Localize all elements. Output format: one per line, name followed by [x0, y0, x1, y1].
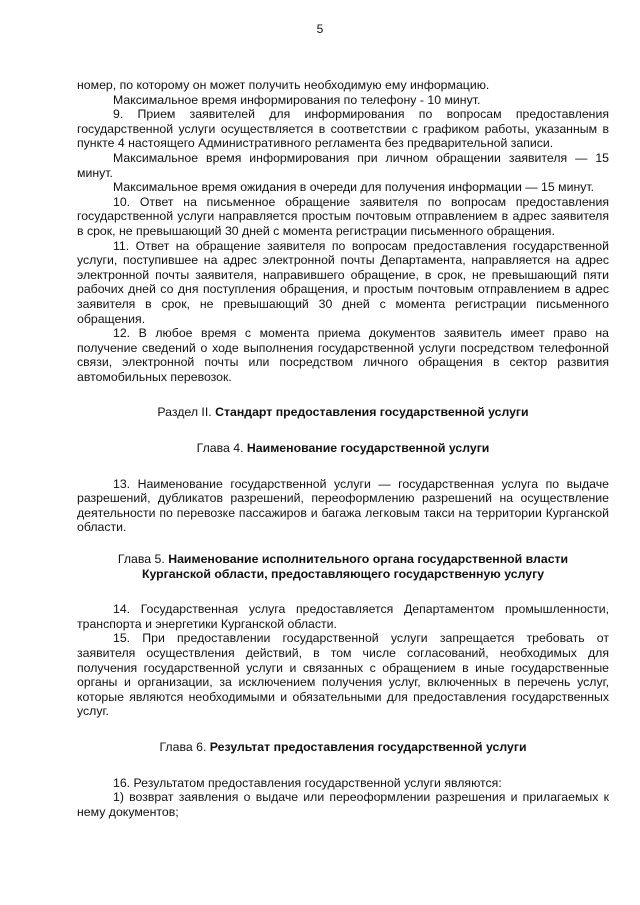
paragraph: номер, по которому он может получить необходимую ему информацию. — [77, 78, 490, 92]
paragraph: Максимальное время информирования при личном обращении заявителя — 15 минут. — [77, 150, 609, 180]
heading-title: Наименование исполнительного органа государственной власти — [168, 552, 569, 567]
heading-title: Результат предоставления государственной услуги — [209, 739, 527, 754]
paragraph: 1) возврат заявления о выдаче или переоформлении разрешения и прилагаемых к нему документов; — [77, 790, 609, 819]
heading-title: Наименование государственной услуги — [246, 441, 490, 456]
paragraph: Максимальное время ожидания в очереди для получения информации — 15 минут. — [113, 180, 595, 195]
paragraph: Максимальное время информирования по телефону - 10 минут. — [113, 92, 481, 107]
paragraph: 11. Ответ на обращение заявителя по вопросам предоставления государственной услуги, поступившее на адрес электронной почты Департамента, направляется на адрес электронной почты заявителя, направившего обращение, в срок, не превышающий пяти рабочих дней со дня поступления обращения, и простым почтовым отправлением в адрес заявителя в срок, не превышающий 30 дней с момента регистрации письменного обращения. — [77, 238, 609, 326]
spacer — [77, 535, 609, 552]
heading-prefix: Глава 5. — [117, 552, 169, 567]
heading-prefix: Глава 4. — [196, 441, 247, 456]
section-heading — [77, 740, 609, 755]
heading-prefix: Раздел II. — [157, 405, 216, 420]
spacer — [77, 755, 609, 776]
paragraph: 14. Государственная услуга предоставляется Департаментом промышленности, транспорта и энергетики Курганской области. — [77, 602, 609, 631]
section-heading — [77, 405, 609, 420]
heading-title: Курганской области, предоставляющего государственную услугу — [141, 566, 545, 581]
page-number: 5 — [316, 22, 324, 36]
spacer — [77, 420, 609, 441]
heading-prefix: Глава 6. — [159, 739, 210, 754]
document-body — [77, 78, 609, 819]
section-heading — [77, 567, 609, 582]
heading-title: Стандарт предоставления государственной услуги — [215, 405, 529, 420]
paragraph: 9. Прием заявителей для информирования по вопросам предоставления государственной услуги осуществляется в соответствии с графиком работы, указанным в пункте 4 настоящего Административного регламента без предварительной записи. — [77, 107, 609, 151]
section-heading — [77, 552, 609, 567]
paragraph: 16. Результатом предоставления государственной услуги являются: — [113, 775, 502, 790]
paragraph: 13. Наименование государственной услуги — государственная услуга по выдаче разрешений, дубликатов разрешений, переоформлению разрешений на осуществление деятельности по перевозке пассажиров и багажа легковым такси на территории Курганской области. — [77, 476, 609, 535]
spacer — [77, 456, 609, 477]
paragraph: 10. Ответ на письменное обращение заявителя по вопросам предоставления государственной услуги направляется простым почтовым отправлением в адрес заявителя в срок, не превышающий 30 дней с момента регистрации письменного обращения. — [77, 194, 609, 238]
spacer — [77, 581, 609, 602]
spacer — [77, 719, 609, 740]
paragraph: 12. В любое время с момента приема документов заявитель имеет право на получение сведений о ходе выполнения государственной услуги посредством телефонной связи, электронной почты или посредством личного обращения в сектор развития автомобильных перевозок. — [77, 326, 609, 384]
spacer — [77, 384, 609, 405]
paragraph: 15. При предоставлении государственной услуги запрещается требовать от заявителя осуществления действий, в том числе согласований, необходимых для получения государственной услуги и связанных с обращением в иные государственные органы и организации, за исключением получения услуг, включенных в перечень услуг, которые являются необходимыми и обязательными для предоставления государственных услуг. — [77, 631, 609, 719]
section-heading — [77, 441, 609, 456]
